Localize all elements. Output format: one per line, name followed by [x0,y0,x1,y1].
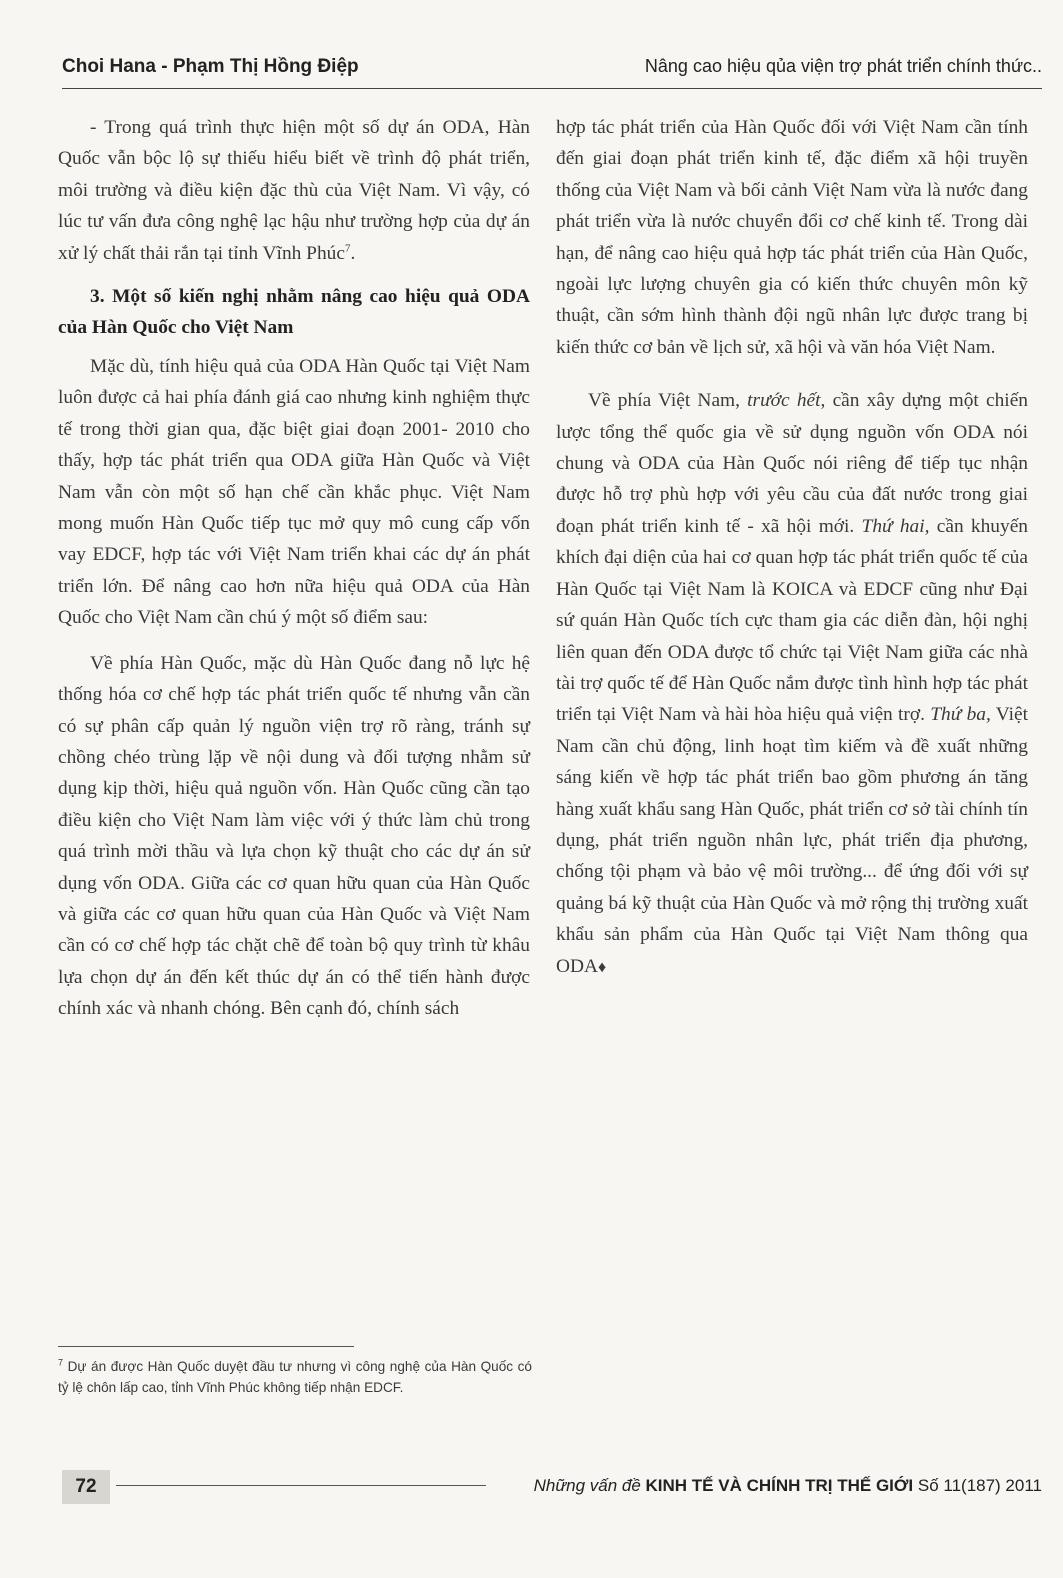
footnote-text: Dự án được Hàn Quốc duyệt đầu tư nhưng vì công nghệ của Hàn Quốc có tỷ lệ chôn lấp cao, tỉnh Vĩnh Phúc không tiếp nhận EDCF. [58,1359,532,1395]
journal-name: Những vấn đề KINH TẾ VÀ CHÍNH TRỊ THẾ GIỚI Số 11(187) 2011 [533,1476,1042,1495]
footnote-divider [58,1346,354,1347]
emphasis: Thứ ba, [930,704,991,726]
paragraph: hợp tác phát triển của Hàn Quốc đối với Việt Nam cần tính đến giai đoạn phát triển kinh tế, đặc điểm xã hội truyền thống của Việt Nam và bối cảnh Việt Nam vừa là nước đang phát triển vừa là nước chuyển đổi cơ chế kinh tế. Trong dài hạn, để nâng cao hiệu quả hợp tác phát triển của Hàn Quốc, ngoài lực lượng chuyên gia có kiến thức chuyên môn kỹ thuật, cần sớm hình thành đội ngũ nhân lực được trang bị kiến thức cơ bản về lịch sử, xã hội và văn hóa Việt Nam. [556,117,1028,358]
left-column [58,112,530,1025]
paragraph: Mặc dù, tính hiệu quả của ODA Hàn Quốc tại Việt Nam luôn được cả hai phía đánh giá cao nhưng kinh nghiệm thực tế trong thời gian qua, đặc biệt giai đoạn 2001- 2010 cho thấy, hợp tác phát triển qua ODA giữa Hàn Quốc và Việt Nam vẫn còn một số hạn chế cần khắc phục. Việt Nam mong muốn Hàn Quốc tiếp tục mở quy mô cung cấp vốn vay EDCF, hợp tác với Việt Nam triển khai các dự án phát triển lớn. Để nâng cao hơn nữa hiệu quả ODA của Hàn Quốc cho Việt Nam cần chú ý một số điểm sau: [58,356,530,629]
section-heading: 3. Một số kiến nghị nhằm nâng cao hiệu quả ODA của Hàn Quốc cho Việt Nam [58,286,530,339]
header-authors: Choi Hana - Phạm Thị Hồng Điệp [62,56,359,77]
footer-rule [116,1485,486,1486]
page-number: 72 [62,1470,110,1504]
header-running-title: Nâng cao hiệu qủa viện trợ phát triển chính thức.. [644,56,1042,76]
paragraph: - Trong quá trình thực hiện một số dự án ODA, Hàn Quốc vẫn bộc lộ sự thiếu hiểu biết về trình độ phát triển, môi trường và điều kiện đặc thù của Việt Nam. Vì vậy, có lúc tư vấn đưa công nghệ lạc hậu như trường hợp của dự án xử lý chất thải rắn tại tỉnh Vĩnh Phúc$^7$. [58,117,530,264]
running-header [62,52,1042,89]
emphasis: Thứ hai, [861,515,930,537]
end-mark-icon: ♦ [598,958,607,976]
paragraph: Về phía Việt Nam, trước hết, cần xây dựng một chiến lược tổng thể quốc gia về sử dụng nguồn vốn ODA nói chung và ODA của Hàn Quốc nói riêng để tiếp tục nhận được hỗ trợ phù hợp với yêu cầu của đất nước trong giai đoạn phát triển kinh tế - xã hội mới. Thứ hai, cần khuyến khích đại diện của hai cơ quan hợp tác phát triển quốc tế của Hàn Quốc tại Việt Nam là KOICA và EDCF cũng như Đại sứ quán Hàn Quốc tích cực tham gia các diễn đàn, hội nghị liên quan đến ODA được tổ chức tại Việt Nam giữa các nhà tài trợ quốc tế để Hàn Quốc nắm được tình hình hợp tác phát triển tại Việt Nam và hài hòa hiệu quả viện trợ. Thứ ba, Việt Nam cần chủ động, linh hoạt tìm kiếm và đề xuất những sáng kiến về hợp tác phát triển bao gồm phương án tăng hàng xuất khẩu sang Hàn Quốc, phát triển cơ sở tài chính tín dụng, phát triển nguồn nhân lực, phát triển địa phương, chống tội phạm và bảo vệ môi trường... để ứng đối với sự quảng bá kỹ thuật của Hàn Quốc và mở rộng thị trường xuất khẩu sản phẩm của Hàn Quốc tại Việt Nam thông qua ODA♦ [556,390,1028,977]
footnote [58,1356,532,1398]
footnote-ref[interactable]: 7 [344,242,351,255]
paragraph: Về phía Hàn Quốc, mặc dù Hàn Quốc đang nỗ lực hệ thống hóa cơ chế hợp tác phát triển quốc tế nhưng vẫn cần có sự phân cấp quản lý nguồn viện trợ rõ ràng, tránh sự chồng chéo trùng lặp về nội dung và đối tượng nhằm sử dụng kịp thời, hiệu quả nguồn vốn. Hàn Quốc cũng cần tạo điều kiện cho Việt Nam làm việc với ý thức làm chủ trong quá trình mời thầu và lựa chọn kỹ thuật cho các dự án sử dụng vốn ODA. Giữa các cơ quan hữu quan của Hàn Quốc và giữa các cơ quan hữu quan của Hàn Quốc và Việt Nam cần có cơ chế hợp tác chặt chẽ để toàn bộ quy trình từ khâu lựa chọn dự án đến kết thúc dự án có thể tiến hành được chính xác và nhanh chóng. Bên cạnh đó, chính sách [58,652,530,1020]
right-column [556,112,1028,983]
footnote-number: 7 [58,1357,64,1368]
emphasis: trước hết [747,390,821,412]
page-footer [62,1466,1042,1506]
